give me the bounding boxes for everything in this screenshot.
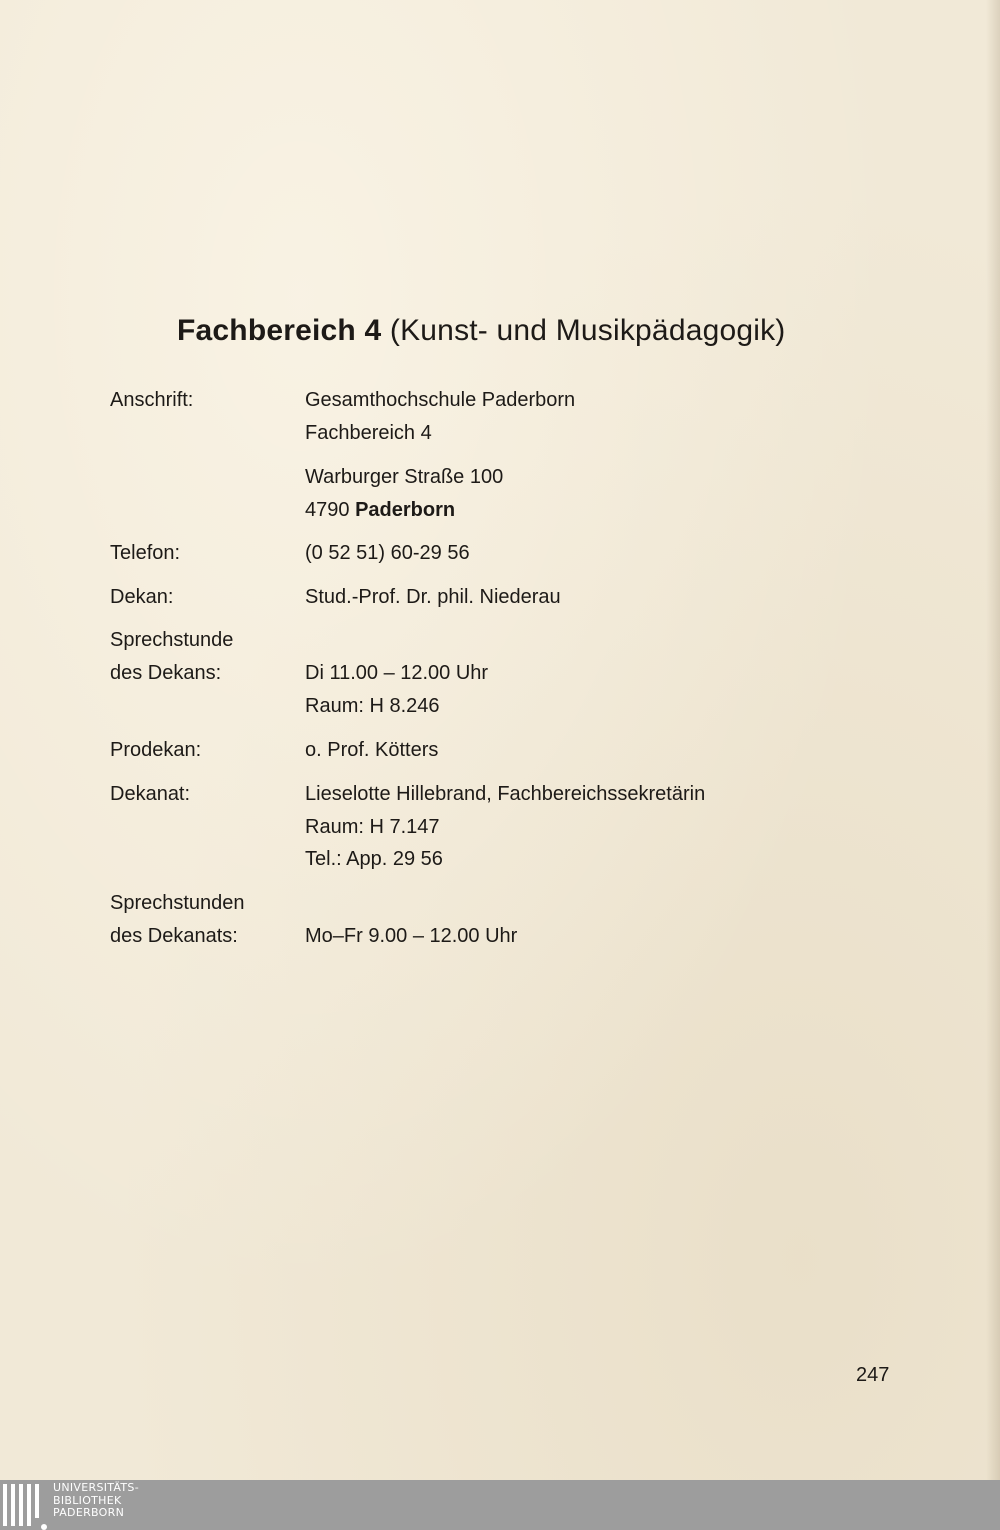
dekanat-secretary: Lieselotte Hillebrand, Fachbereichssekretärin xyxy=(305,783,706,805)
sprechstunde-dekan-label-line2: des Dekans: xyxy=(110,662,222,684)
logo-text-line2: BIBLIOTHEK xyxy=(53,1493,122,1507)
prodekan-value: o. Prof. Kötters xyxy=(305,739,439,761)
sprechstunde-dekan-label-line1: Sprechstunde xyxy=(110,629,234,651)
telefon-value: (0 52 51) 60-29 56 xyxy=(305,542,470,564)
address-city-name: Paderborn xyxy=(355,499,456,521)
address-city xyxy=(305,498,455,522)
dekanat-room: Raum: H 7.147 xyxy=(305,816,440,838)
dekan-label: Dekan: xyxy=(110,586,174,608)
sprechstunden-dekanat-label-line1: Sprechstunden xyxy=(110,892,245,914)
telefon-label: Telefon: xyxy=(110,542,181,564)
address-street: Warburger Straße 100 xyxy=(305,466,504,488)
anschrift-label: Anschrift: xyxy=(110,389,194,411)
sprechstunde-dekan-time: Di 11.00 – 12.00 Uhr xyxy=(305,662,489,684)
heading-department: Fachbereich 4 xyxy=(177,314,382,347)
page-heading xyxy=(177,314,786,348)
page-number: 247 xyxy=(856,1364,890,1386)
library-bars-logo-icon xyxy=(3,1484,47,1526)
address-institution: Gesamthochschule Paderborn xyxy=(305,389,576,411)
sprechstunden-dekanat-time: Mo–Fr 9.00 – 12.00 Uhr xyxy=(305,925,518,947)
address-department: Fachbereich 4 xyxy=(305,422,432,444)
library-footer-bar xyxy=(0,1480,1000,1530)
address-postcode: 4790 xyxy=(305,499,356,521)
dekan-value: Stud.-Prof. Dr. phil. Niederau xyxy=(305,586,561,608)
prodekan-label: Prodekan: xyxy=(110,739,202,761)
dekanat-phone: Tel.: App. 29 56 xyxy=(305,848,443,870)
sprechstunden-dekanat-label-line2: des Dekanats: xyxy=(110,925,238,947)
logo-text-line1: UNIVERSITÄTS- xyxy=(53,1481,139,1494)
heading-subtitle: (Kunst- und Musikpädagogik) xyxy=(381,314,786,347)
sprechstunde-dekan-room: Raum: H 8.246 xyxy=(305,695,440,717)
logo-text-line3: PADERBORN xyxy=(53,1506,125,1519)
page-edge-shadow xyxy=(986,0,1000,1480)
library-logo-text xyxy=(53,1482,139,1520)
dekanat-label: Dekanat: xyxy=(110,783,191,805)
